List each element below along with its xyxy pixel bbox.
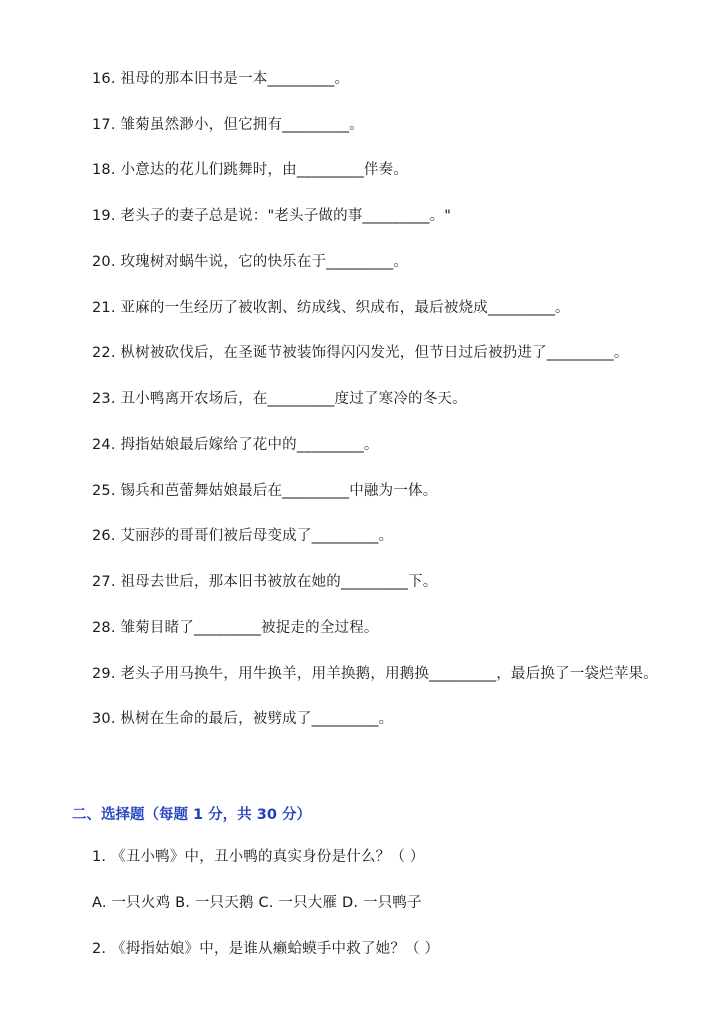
question-16: 16. 祖母的那本旧书是一本_________。 [92, 71, 350, 87]
question-22: 22. 枞树被砍伐后，在圣诞节被装饰得闪闪发光，但节日过后被扔进了_________。 [92, 345, 629, 361]
choice-question-2: 2. 《拇指姑娘》中，是谁从癞蛤蟆手中救了她？（ ） [92, 941, 440, 957]
choice-question-1: 1. 《丑小鸭》中，丑小鸭的真实身份是什么？（ ） [92, 849, 425, 865]
question-21: 21. 亚麻的一生经历了被收割、纺成线、织成布，最后被烧成_________。 [92, 300, 570, 316]
question-23: 23. 丑小鸭离开农场后，在_________度过了寒冷的冬天。 [92, 391, 467, 407]
choice-question-1-options: A. 一只火鸡 B. 一只天鹅 C. 一只大雁 D. 一只鸭子 [92, 895, 422, 911]
question-20: 20. 玫瑰树对蜗牛说，它的快乐在于_________。 [92, 254, 409, 270]
question-24: 24. 拇指姑娘最后嫁给了花中的_________。 [92, 437, 379, 453]
question-26: 26. 艾丽莎的哥哥们被后母变成了_________。 [92, 528, 394, 544]
question-27: 27. 祖母去世后，那本旧书被放在她的_________下。 [92, 574, 438, 590]
question-25: 25. 锡兵和芭蕾舞姑娘最后在_________中融为一体。 [92, 483, 438, 499]
question-29: 29. 老头子用马换牛，用牛换羊，用羊换鹅，用鹅换_________，最后换了一袋烂苹果。 [92, 666, 658, 682]
question-17: 17. 雏菊虽然渺小，但它拥有_________。 [92, 117, 364, 133]
section-title-multiple-choice: 二、选择题（每题 1 分，共 30 分） [72, 807, 311, 823]
question-18: 18. 小意达的花儿们跳舞时，由_________伴奏。 [92, 162, 409, 178]
question-30: 30. 枞树在生命的最后，被劈成了_________。 [92, 711, 394, 727]
question-19: 19. 老头子的妻子总是说："老头子做的事_________。" [92, 208, 452, 224]
question-28: 28. 雏菊目睹了_________被捉走的全过程。 [92, 620, 379, 636]
